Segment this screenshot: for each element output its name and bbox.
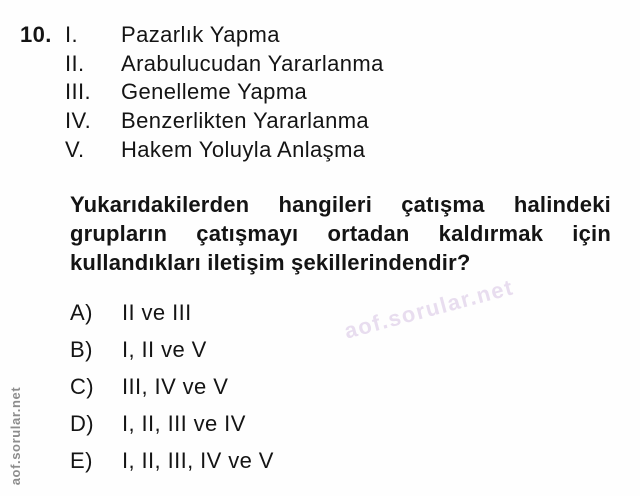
statement-item: [65, 136, 384, 165]
statement-item: [65, 107, 384, 136]
option-letter: E): [70, 448, 93, 473]
stem-line: kullandıkları iletişim şekillerindendir?: [70, 250, 471, 275]
statement-text: Pazarlık Yapma: [121, 22, 280, 47]
option-c: [70, 375, 274, 412]
option-letter: B): [70, 337, 93, 362]
statement-item: [65, 78, 384, 107]
option-text: I, II, III ve IV: [122, 411, 246, 436]
statement-numeral: IV.: [65, 108, 92, 134]
statement-item: [65, 21, 384, 50]
option-a: [70, 301, 274, 338]
option-text: II ve III: [122, 300, 192, 325]
stem-line: Yukarıdakilerden hangileri çatışma halindeki: [70, 192, 611, 217]
option-letter: A): [70, 300, 93, 325]
statement-numeral: II.: [65, 50, 85, 76]
statement-numeral: III.: [65, 79, 92, 105]
stem-line: grupların çatışmayı ortadan kaldırmak için: [70, 221, 611, 246]
option-text: III, IV ve V: [122, 374, 229, 399]
statement-text: Benzerlikten Yararlanma: [121, 108, 370, 134]
option-letter: C): [70, 374, 95, 399]
statement-item: [65, 50, 384, 79]
option-letter: D): [70, 411, 95, 436]
statement-text: Hakem Yoluyla Anlaşma: [121, 136, 366, 162]
statement-numeral: V.: [65, 136, 85, 162]
watermark-vertical: aof.sorular.net: [8, 386, 23, 486]
statement-text: Arabulucudan Yararlanma: [121, 50, 384, 76]
option-d: [70, 412, 274, 449]
option-text: I, II ve V: [122, 337, 207, 362]
statement-numeral: I.: [65, 22, 79, 47]
question-stem: [70, 190, 611, 277]
option-b: [70, 338, 274, 375]
statement-list: [65, 21, 384, 165]
watermark-diagonal: aof.sorular.net: [341, 274, 517, 344]
question-number: 10.: [20, 22, 52, 47]
options-list: [70, 301, 274, 486]
option-e: [70, 449, 274, 486]
statement-text: Genelleme Yapma: [121, 79, 308, 105]
option-text: I, II, III, IV ve V: [122, 448, 274, 473]
